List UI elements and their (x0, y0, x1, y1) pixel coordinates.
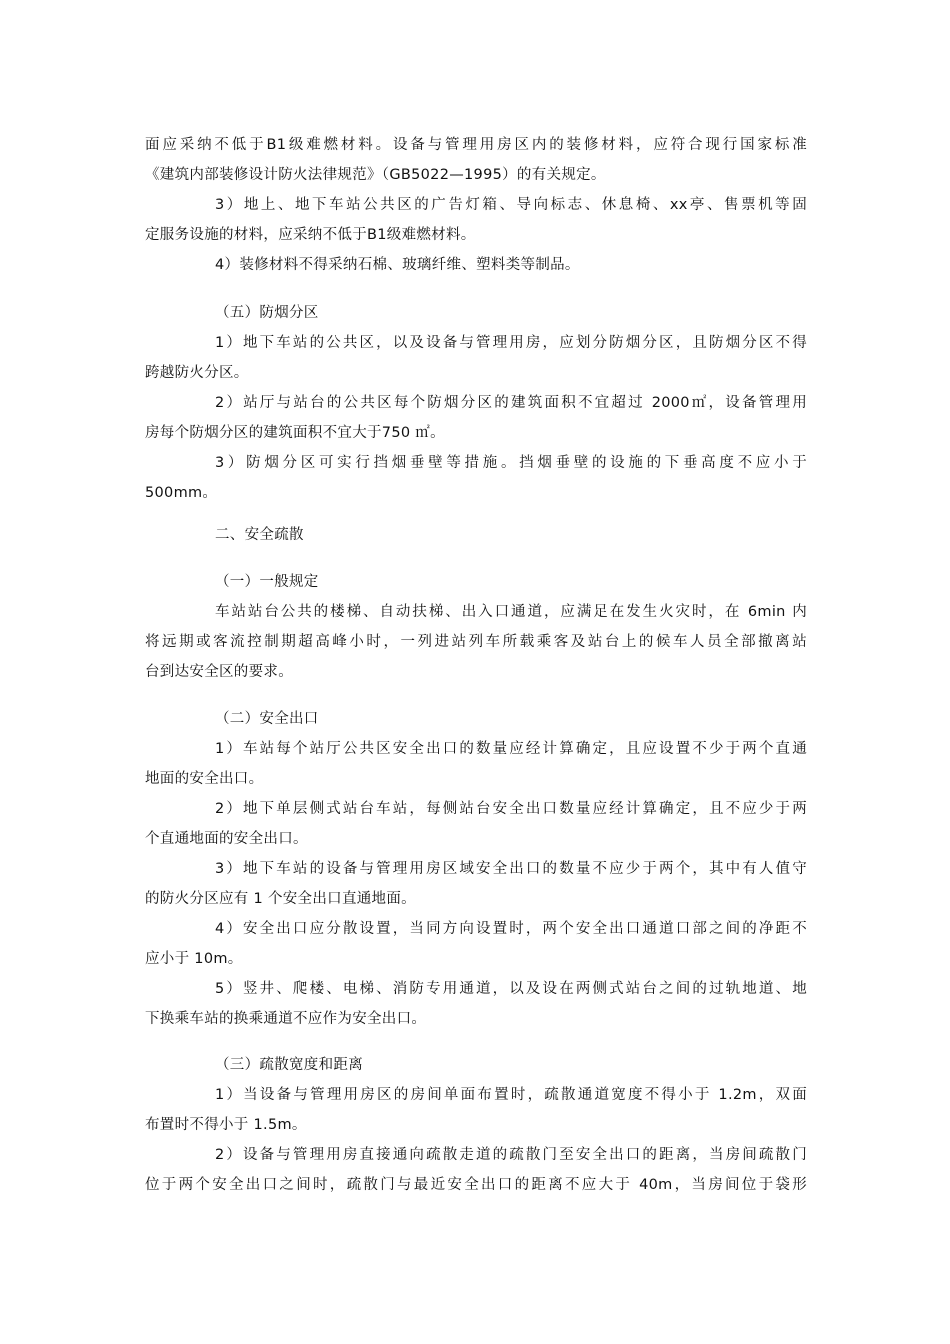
paragraph-line: 定服务设施的材料，应采纳不低于B1级难燃材料。 (145, 227, 476, 243)
paragraph-line: 4）安全出口应分散设置，当同方向设置时，两个安全出口通道口部之间的净距不 (215, 921, 807, 937)
paragraph-line: 500mm。 (145, 485, 218, 501)
paragraph-line: 布置时不得小于 1.5m。 (145, 1117, 307, 1133)
section-heading: （五）防烟分区 (215, 305, 319, 321)
paragraph-line: 1）车站每个站厅公共区安全出口的数量应经计算确定，且应设置不少于两个直通 (215, 741, 807, 757)
paragraph-line: 3）防烟分区可实行挡烟垂壁等措施。挡烟垂壁的设施的下垂高度不应小于 (215, 455, 807, 471)
paragraph-line: 将远期或客流控制期超高峰小时，一列进站列车所载乘客及站台上的候车人员全部撤离站 (145, 634, 807, 650)
paragraph-line: 2）设备与管理用房直接通向疏散走道的疏散门至安全出口的距离，当房间疏散门 (215, 1147, 807, 1163)
paragraph-line: 应小于 10m。 (145, 951, 243, 967)
paragraph-line: 4）装修材料不得采纳石棉、玻璃纤维、塑料类等制品。 (215, 257, 580, 273)
section-heading: （三）疏散宽度和距离 (215, 1057, 363, 1073)
paragraph-line: 下换乘车站的换乘通道不应作为安全出口。 (145, 1011, 427, 1027)
paragraph-line: 的防火分区应有 1 个安全出口直通地面。 (145, 891, 416, 907)
paragraph-line: 2）地下单层侧式站台车站，每侧站台安全出口数量应经计算确定，且不应少于两 (215, 801, 807, 817)
paragraph-line: 3）地上、地下车站公共区的广告灯箱、导向标志、休息椅、xx亭、售票机等固 (215, 197, 807, 213)
paragraph-line: 地面的安全出口。 (145, 771, 264, 787)
section-heading: （二）安全出口 (215, 711, 319, 727)
paragraph-line: 2）站厅与站台的公共区每个防烟分区的建筑面积不宜超过 2000㎡，设备管理用 (215, 395, 807, 411)
section-heading: （一）一般规定 (215, 574, 319, 590)
paragraph-line: 跨越防火分区。 (145, 365, 249, 381)
paragraph-line: 《建筑内部装修设计防火法律规范》（GB5022—1995）的有关规定。 (145, 167, 606, 183)
paragraph-line: 5）竖井、爬楼、电梯、消防专用通道，以及设在两侧式站台之间的过轨地道、地 (215, 981, 807, 997)
paragraph-line: 1）地下车站的公共区，以及设备与管理用房，应划分防烟分区，且防烟分区不得 (215, 335, 807, 351)
paragraph-line: 1）当设备与管理用房区的房间单面布置时，疏散通道宽度不得小于 1.2m，双面 (215, 1087, 807, 1103)
paragraph-line: 房每个防烟分区的建筑面积不宜大于750 ㎡。 (145, 425, 445, 441)
section-heading: 二、安全疏散 (215, 527, 304, 543)
paragraph-line: 面应采纳不低于B1级难燃材料。设备与管理用房区内的装修材料，应符合现行国家标准 (145, 137, 807, 153)
paragraph-line: 车站站台公共的楼梯、自动扶梯、出入口通道，应满足在发生火灾时，在 6min 内 (215, 604, 807, 620)
paragraph-line: 3）地下车站的设备与管理用房区域安全出口的数量不应少于两个，其中有人值守 (215, 861, 807, 877)
paragraph-line: 台到达安全区的要求。 (145, 664, 293, 680)
paragraph-line: 个直通地面的安全出口。 (145, 831, 308, 847)
paragraph-line: 位于两个安全出口之间时，疏散门与最近安全出口的距离不应大于 40m，当房间位于袋形 (145, 1177, 807, 1193)
